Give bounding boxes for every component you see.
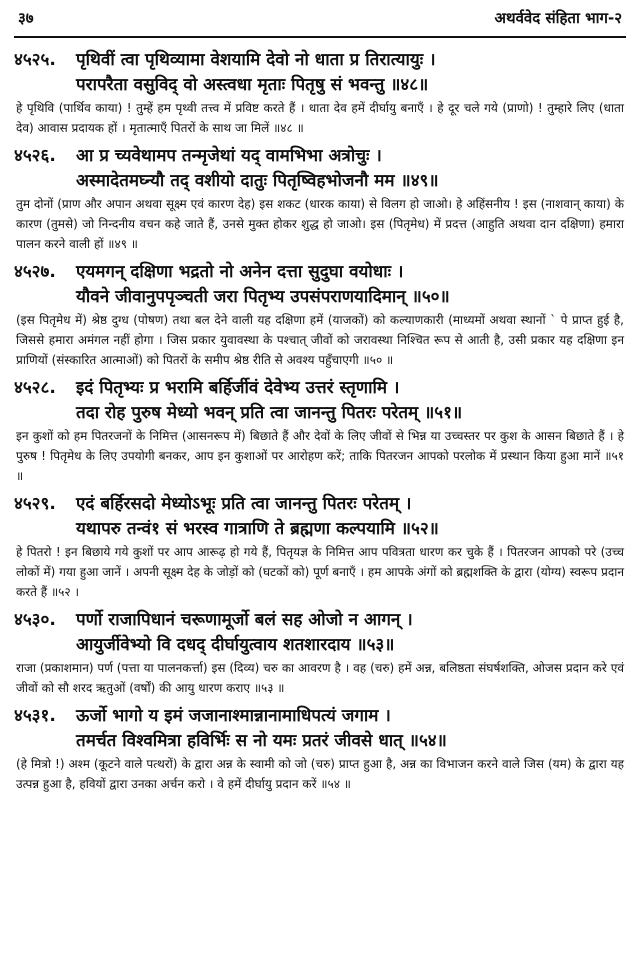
verse-translation: (इस पितृमेध में) श्रेष्ठ दुग्ध (पोषण) तथा बल देने वाली यह दक्षिणा हमें (याजकों) को कल्याणकारी (माध्यमों अथवा स्थानों ` पे प्राप्त हुई है, जिससे हमारा अमंगल नहीं होगा । जिस प्रकार युवावस्था के पश्चात् जीवों को जरावस्था निश्चित रूप से आती है, उसी प्रकार यह दक्षिणा इन प्राणियों (संस्कारित आत्माओं) को पितरों के समीप श्रेष्ठ रीति से अवश्य पहुँचाएगी ॥५० ॥ [16,313,624,367]
verse-text: एयमगन् दक्षिणा भद्रतो नो अनेन दत्ता सुदुघा वयोधाः । [76,262,404,282]
header-rule [14,36,626,38]
verse-text: अस्मादेतमघ्न्यौ तद् वशीयो दातुः पितृष्विहभोजनौ मम ॥४९॥ [76,171,439,191]
verse-line-2 [14,729,624,754]
verse-translation: हे पृथिवि (पार्थिव काया) ! तुम्हें हम पृथ्वी तत्त्व में प्रविष्ट करते हैं । धाता देव हमें दीर्घायु बनाएँ । हे दूर चले गये (प्राणो) ! तुम्हारे लिए (धाता देव) आवास प्रदायक हों । मृतात्माएँ पितरों के साथ जा मिलें ॥४८ ॥ [16,101,624,135]
verse-block [14,704,624,794]
verse-number: ४५२५. [14,50,56,70]
verse-block [14,260,624,370]
verse-translation: इन कुशों को हम पितरजनों के निमित्त (आसनरूप में) बिछाते हैं और देवों के लिए जीवों से भिन्न या उच्चस्तर पर कुश के आसन बिछाते हैं । हे पुरुष ! पितृमेध के लिए उपयोगी बनकर, आप इन कुशाओं पर आरोहण करें; ताकि पितरजन आपको परलोक में प्रस्थान किया हुआ मानें ॥५१ ॥ [16,429,624,483]
verse-line-2 [14,401,624,426]
verse-text: एदं बर्हिरसदो मेध्योऽभूः प्रति त्वा जानन्तु पितरः परेतम् । [76,494,412,514]
verse-line-2 [14,633,624,658]
verse-number: ४५३०. [14,610,56,630]
verse-line-1 [14,704,624,729]
verse-line-1 [14,260,624,285]
verse-number: ४५२९. [14,494,56,514]
verse-text: इदं पितृभ्यः प्र भरामि बर्हिर्जीवं देवेभ्य उत्तरं स्तृणामि । [76,378,400,398]
verse-text: तमर्चत विश्वमित्रा हविर्भिः स नो यमः प्रतरं जीवसे धात् ॥५४॥ [76,731,447,751]
verse-number: ४५२८. [14,378,56,398]
verse-number: ४५२७. [14,262,56,282]
verse-line-2 [14,285,624,310]
page-number: ३७ [18,9,34,27]
verse-line-1 [14,144,624,169]
verse-text: यौवने जीवानुपपृञ्चती जरा पितृभ्य उपसंपराणयादिमान् ॥५०॥ [76,287,450,307]
verse-line-1 [14,608,624,633]
verse-translation: तुम दोनों (प्राण और अपान अथवा सूक्ष्म एवं कारण देह) इस शकट (धारक काया) से विलग हो जाओ। हे अहिंसनीय ! इस (नाशवान् काया) के कारण (तुमसे) जो निन्दनीय वचन कहे जाते हैं, उनसे मुक्त होकर शुद्ध हो जाओ। इस (पितृमेध) में प्रदत्त (आहुति अथवा दान दक्षिणा) हमारा पालन करने वाली हों ॥४९ ॥ [16,197,624,251]
verse-line-2 [14,73,624,98]
verse-line-1 [14,48,624,73]
verse-text: परापरैता वसुविद् वो अस्त्वधा मृताः पितृषु सं भवन्तु ॥४८॥ [76,75,429,95]
verse-line-2 [14,169,624,194]
verse-block [14,608,624,698]
verse-text: पृथिवीं त्वा पृथिव्यामा वेशयामि देवो नो धाता प्र तिरात्यायुः । [76,50,436,70]
verse-block [14,144,624,254]
verse-translation: हे पितरो ! इन बिछाये गये कुशों पर आप आरूढ़ हो गये हैं, पितृयज्ञ के निमित्त आप पवित्रता धारण कर चुके हैं । पितरजन आपको परे (उच्च लोकों में) गया हुआ जानें । अपनी सूक्ष्म देह के जोड़ों को (घटकों को) पूर्ण बनाएँ । हम आपके अंगों को ब्रह्मशक्ति के द्वारा (योग्य) स्वरूप प्रदान करते हैं ॥५२ । [16,545,624,599]
running-title: अथर्ववेद संहिता भाग-२ [494,9,622,27]
verse-text: तदा रोह पुरुष मेध्यो भवन् प्रति त्वा जानन्तु पितरः परेतम् ॥५१॥ [76,403,463,423]
verse-block [14,376,624,486]
verse-text: आ प्र च्यवेथामप तन्मृजेथां यद् वामभिभा अत्रोचुः । [76,146,382,166]
verse-number: ४५२६. [14,146,56,166]
verse-text: ऊर्जो भागो य इमं जजानाश्मान्नानामाधिपत्यं जगाम । [76,706,391,726]
verse-text: यथापरु तन्वं१ सं भरस्व गात्राणि ते ब्रह्मणा कल्पयामि ॥५२॥ [76,519,439,539]
verse-line-1 [14,376,624,401]
page-header [0,0,638,46]
page-content [14,48,624,800]
verse-translation: राजा (प्रकाशमान) पर्ण (पत्ता या पालनकर्त्ता) इस (दिव्य) चरु का आवरण है । वह (चरु) हमें अन्न, बलिष्ठता संघर्षशक्ति, ओजस प्रदान करे एवं जीवों को सौ शरद ऋतुओं (वर्षों) की आयु धारण कराए ॥५३ ॥ [16,661,624,695]
verse-text: आयुर्जीवेभ्यो वि दधद् दीर्घायुत्वाय शतशारदाय ॥५३॥ [76,635,395,655]
verse-block [14,48,624,138]
verse-number: ४५३१. [14,706,56,726]
verse-line-1 [14,492,624,517]
verse-block [14,492,624,602]
verse-text: पर्णो राजापिधानं चरूणामूर्जो बलं सह ओजो न आगन् । [76,610,413,630]
verse-translation: (हे मित्रो !) अश्म (कूटने वाले पत्थरों) के द्वारा अन्न के स्वामी को जो (चरु) प्राप्त हुआ है, अन्न का विभाजन करने वाले जिस (यम) के द्वारा यह उत्पन्न हुआ है, हवियों द्वारा उनका अर्चन करो । वे हमें दीर्घायु प्रदान करें ॥५४ ॥ [16,757,624,791]
verse-line-2 [14,517,624,542]
